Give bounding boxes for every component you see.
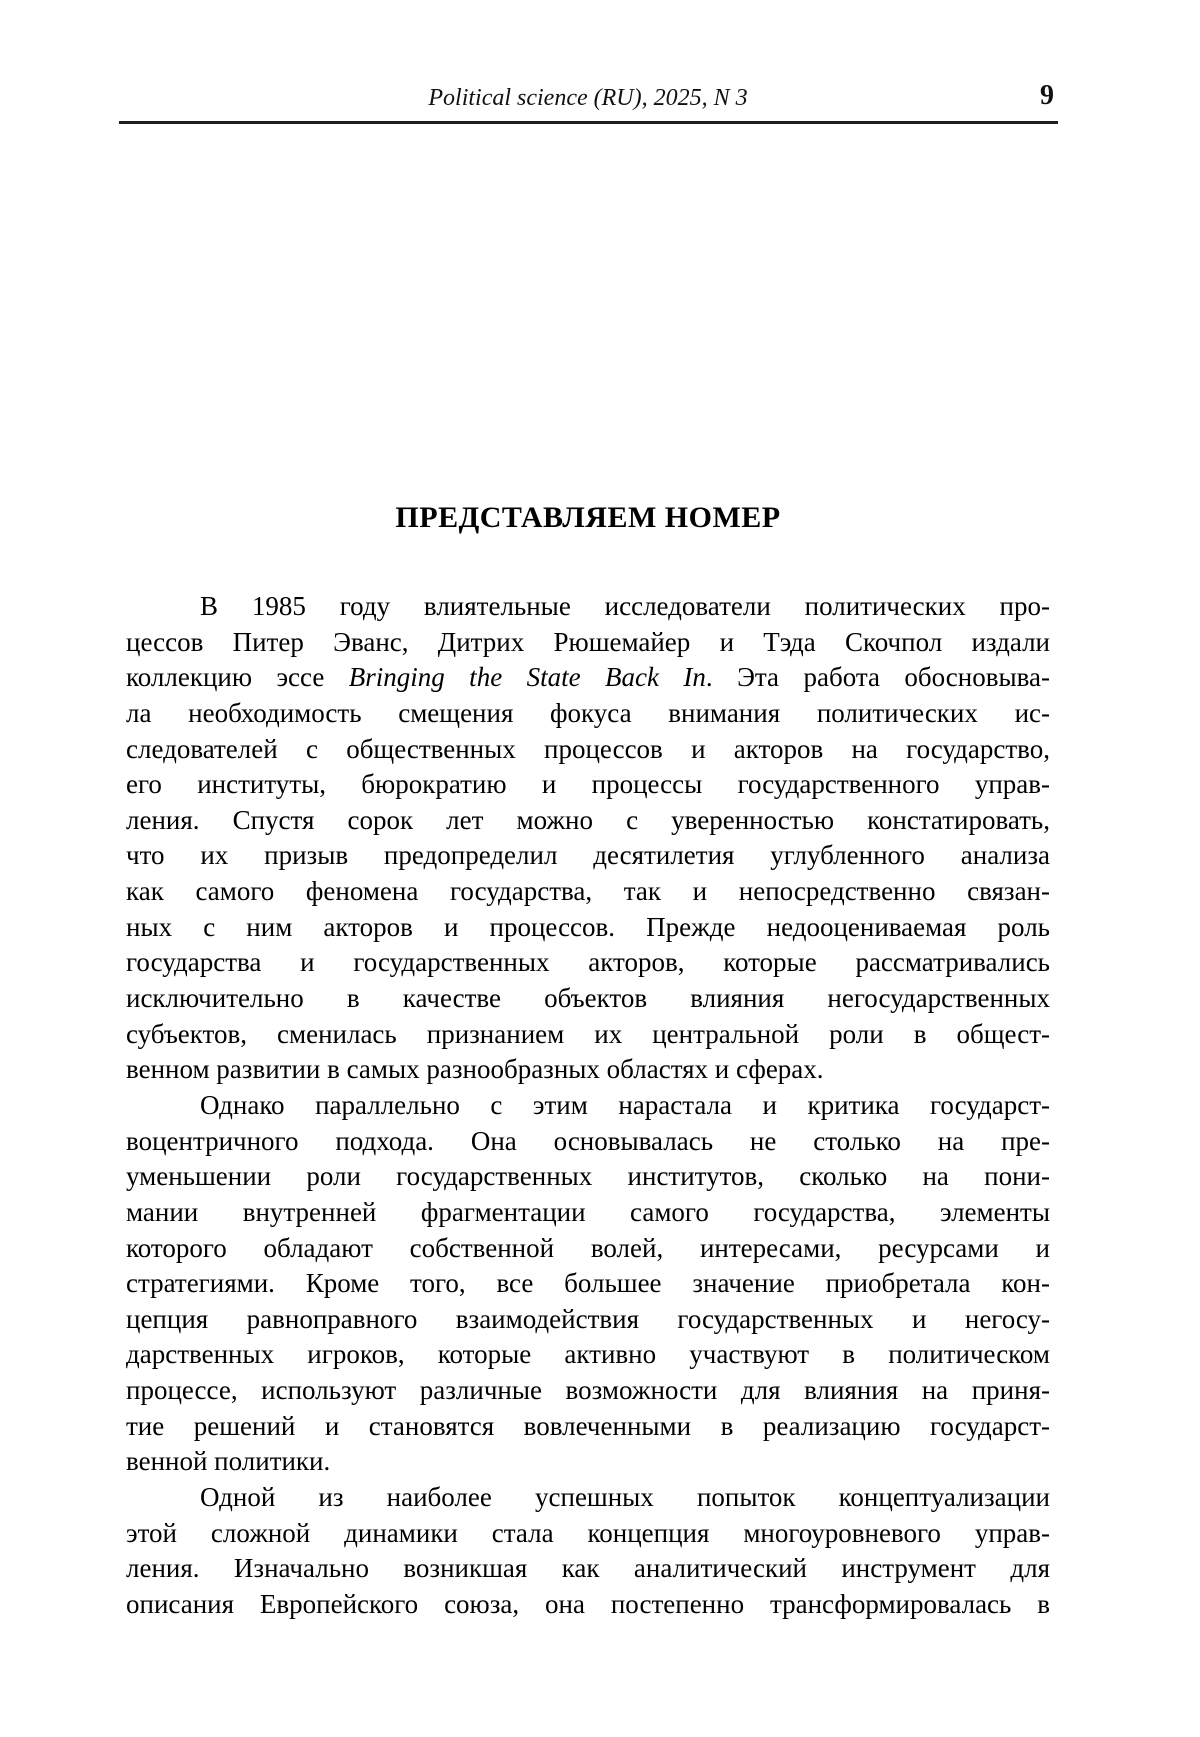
text-line	[126, 1159, 1050, 1195]
text-segment: описания Европейского союза, она постепенно трансформировалась в	[126, 1588, 1050, 1619]
text-segment: которого обладают собственной волей, интересами, ресурсами и	[126, 1232, 1050, 1263]
text-segment: уменьшении роли государственных институтов, сколько на пони-	[126, 1161, 1050, 1192]
text-line	[126, 874, 1050, 910]
text-line	[126, 1551, 1050, 1587]
text-segment: венной политики.	[126, 1446, 331, 1477]
text-segment: ления. Спустя сорок лет можно с уверенностью констатировать,	[126, 804, 1050, 835]
text-segment: воцентричного подхода. Она основывалась не столько на пре-	[126, 1125, 1050, 1156]
text-line	[126, 1516, 1050, 1552]
text-segment: ных с ним акторов и процессов. Прежде недооцениваемая роль	[126, 911, 1050, 942]
text-segment: государства и государственных акторов, которые рассматривались	[126, 947, 1050, 978]
paragraph-1	[126, 589, 1050, 1088]
text-segment: В 1985 году влиятельные исследователи политических про-	[200, 591, 1050, 621]
text-segment: коллекцию эссе	[126, 662, 349, 693]
text-line	[126, 625, 1050, 661]
italic-text-segment: Bringing the State Back In	[348, 662, 706, 693]
text-segment: следователей с общественных процессов и акторов на государство,	[126, 733, 1050, 764]
text-line	[126, 1587, 1050, 1623]
paragraph-2	[126, 1088, 1050, 1480]
text-segment: . Эта работа обосновыва-	[705, 662, 1050, 693]
paragraph-3	[126, 1480, 1050, 1623]
text-line	[126, 1017, 1050, 1053]
running-title: Political science (RU), 2025, N 3	[428, 85, 748, 111]
text-segment: цепция равноправного взаимодействия государственных и негосу-	[126, 1303, 1050, 1334]
text-line	[126, 1266, 1050, 1302]
text-line	[126, 1444, 1050, 1480]
text-line	[126, 1302, 1050, 1338]
text-line	[126, 803, 1050, 839]
article-title: ПРЕДСТАВЛЯЕМ НОМЕР	[395, 501, 781, 534]
text-line	[126, 589, 1050, 625]
text-line	[126, 1480, 1050, 1516]
text-segment: ла необходимость смещения фокуса внимания политических ис-	[126, 697, 1050, 728]
text-segment: Одной из наиболее успешных попыток концептуализации	[200, 1482, 1050, 1513]
text-line	[126, 1373, 1050, 1409]
text-line	[126, 981, 1050, 1017]
text-line	[126, 1409, 1050, 1445]
text-segment: этой сложной динамики стала концепция многоуровневого управ-	[126, 1517, 1050, 1548]
text-line	[126, 1195, 1050, 1231]
text-segment: процессе, используют различные возможности для влияния на приня-	[126, 1375, 1050, 1406]
text-column	[126, 0, 1050, 1623]
text-line	[126, 1052, 1050, 1088]
text-segment: ления. Изначально возникшая как аналитический инструмент для	[126, 1553, 1050, 1584]
text-line	[126, 1124, 1050, 1160]
text-line	[126, 1337, 1050, 1373]
text-segment: как самого феномена государства, так и непосредственно связан-	[126, 876, 1050, 907]
text-segment: что их призыв предопределил десятилетия углубленного анализа	[126, 840, 1050, 871]
page-number: 9	[1040, 80, 1054, 111]
text-line	[126, 660, 1050, 696]
text-segment: мании внутренней фрагментации самого государства, элементы	[126, 1196, 1050, 1227]
text-line	[126, 910, 1050, 946]
text-line	[126, 1231, 1050, 1267]
text-line	[126, 767, 1050, 803]
text-segment: тие решений и становятся вовлеченными в реализацию государст-	[126, 1410, 1050, 1441]
text-segment: Однако параллельно с этим нарастала и критика государст-	[200, 1089, 1050, 1120]
text-line	[126, 1088, 1050, 1124]
text-segment: венном развитии в самых разнообразных областях и сферах.	[126, 1054, 824, 1085]
article-body	[126, 589, 1050, 1623]
text-line	[126, 732, 1050, 768]
text-segment: субъектов, сменилась признанием их центральной роли в общест-	[126, 1018, 1050, 1049]
text-line	[126, 945, 1050, 981]
text-line	[126, 838, 1050, 874]
text-segment: цессов Питер Эванс, Дитрих Рюшемайер и Тэда Скочпол издали	[126, 626, 1050, 657]
text-segment: его институты, бюрократию и процессы государственного управ-	[126, 769, 1050, 800]
text-segment: стратегиями. Кроме того, все большее значение приобретала кон-	[126, 1268, 1050, 1299]
text-segment: дарственных игроков, которые активно участвуют в политическом	[126, 1339, 1050, 1370]
text-segment: исключительно в качестве объектов влияния негосударственных	[126, 983, 1050, 1014]
text-line	[126, 696, 1050, 732]
